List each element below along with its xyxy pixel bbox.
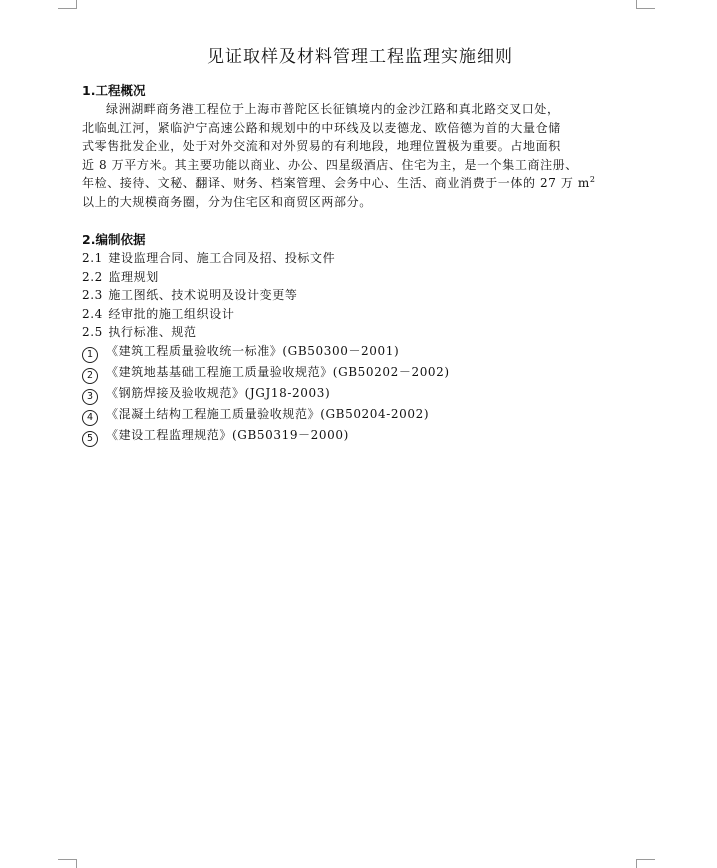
crop-mark-bottom-right: [636, 859, 655, 868]
list-item: [82, 286, 638, 305]
item-number: 2.4: [82, 306, 103, 321]
document-title: 见证取样及材料管理工程监理实施细则: [207, 47, 513, 67]
item-number: 2.5: [82, 325, 103, 339]
paragraph-line: 北临虬江河，紧临沪宁高速公路和规划中的中环线及以麦德龙、欧倍德为首的大量仓储: [82, 120, 561, 135]
circled-number: 4: [82, 410, 98, 426]
paragraph-line-text: 年检、接待、文秘、翻译、财务、档案管理、会务中心、生活、商业消费于一体的 27 万 m: [82, 176, 590, 190]
item-text: 施工图纸、技术说明及设计变更等: [108, 288, 298, 302]
item-number: 2.3: [82, 288, 103, 302]
paragraph-line: [82, 174, 638, 193]
overview-paragraph: [82, 100, 638, 211]
list-item: [82, 249, 638, 268]
section-heading: 1.工程概况: [82, 83, 146, 98]
standard-item: [82, 384, 638, 405]
paragraph-line: 式零售批发企业，处于对外交流和对外贸易的有利地段，地理位置极为重要。占地面积: [82, 139, 561, 153]
item-text: 经审批的施工组织设计: [108, 306, 235, 321]
circled-number: 3: [82, 389, 98, 405]
standard-text: 《混凝土结构工程施工质量验收规范》(GB50204-2002): [106, 406, 430, 421]
list-item: [82, 305, 638, 324]
standard-text: 《建设工程监理规范》(GB50319－2000): [106, 427, 349, 442]
crop-mark-top-right: [636, 0, 655, 9]
standard-item: [82, 426, 638, 447]
item-number: 2.1: [82, 251, 103, 265]
circled-number: 5: [82, 431, 98, 447]
circled-number: 1: [82, 347, 98, 363]
section-heading: 2.编制依据: [82, 232, 146, 247]
crop-mark-top-left: [58, 0, 77, 9]
circled-number: 2: [82, 368, 98, 384]
item-number: 2.2: [82, 269, 103, 284]
standard-text: 《建筑工程质量验收统一标准》(GB50300－2001): [106, 343, 400, 358]
standard-item: [82, 363, 638, 384]
section-basis: [82, 231, 638, 447]
document-body: [82, 46, 638, 447]
list-item: [82, 268, 638, 287]
paragraph-line: 近 8 万平方米。其主要功能以商业、办公、四星级酒店、住宅为主，是一个集工商注册、: [82, 157, 578, 172]
crop-mark-bottom-left: [58, 859, 77, 868]
standard-item: [82, 342, 638, 363]
area-unit-superscript: 2: [589, 175, 596, 184]
standard-text: 《建筑地基基础工程施工质量验收规范》(GB50202－2002): [106, 364, 450, 379]
paragraph-line: 绿洲湖畔商务港工程位于上海市普陀区长征镇境内的金沙江路和真北路交叉口处，: [106, 102, 560, 116]
item-text: 建设监理合同、施工合同及招、投标文件: [108, 251, 336, 265]
list-item: [82, 323, 638, 342]
section-project-overview: [82, 82, 638, 211]
standard-text: 《钢筋焊接及验收规范》(JGJ18-2003): [106, 385, 331, 400]
item-text: 执行标准、规范: [108, 325, 197, 339]
paragraph-line: 以上的大规模商务圈，分为住宅区和商贸区两部分。: [82, 194, 372, 209]
standard-item: [82, 405, 638, 426]
item-text: 监理规划: [108, 269, 159, 284]
